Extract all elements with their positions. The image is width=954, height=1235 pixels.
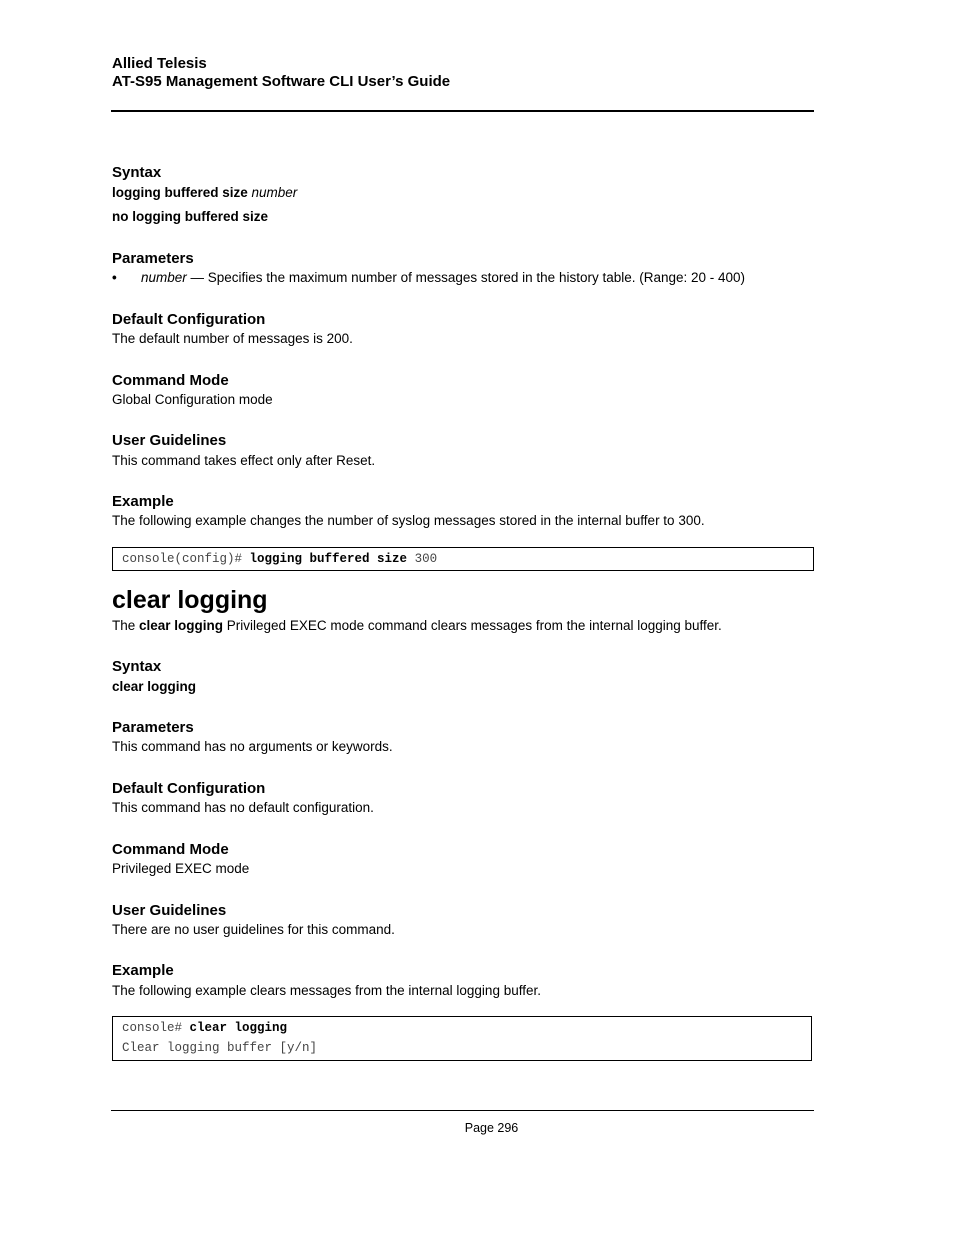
default-config-heading: Default Configuration bbox=[112, 311, 266, 328]
example-heading: Example bbox=[112, 493, 174, 510]
syntax-line-2: no logging buffered size bbox=[112, 209, 268, 224]
header-guide-title: AT-S95 Management Software CLI User’s Guide bbox=[112, 73, 451, 90]
footer-rule bbox=[111, 1110, 814, 1111]
parameter-description: — Specifies the maximum number of messages stored in the history table. (Range: 20 - 400) bbox=[186, 270, 746, 285]
command-mode-heading: Command Mode bbox=[112, 372, 229, 389]
syntax-command: logging buffered size bbox=[112, 185, 248, 200]
bullet-icon: • bbox=[112, 270, 117, 285]
default-config-text-2: This command has no default configuration. bbox=[112, 800, 374, 815]
intro-text bbox=[112, 617, 722, 635]
example-text: The following example changes the number of syslog messages stored in the internal buffer to 300. bbox=[112, 513, 705, 528]
default-config-text: The default number of messages is 200. bbox=[112, 331, 353, 346]
syntax-text-2: clear logging bbox=[112, 679, 197, 694]
code-block-2 bbox=[112, 1016, 812, 1061]
example-heading-2: Example bbox=[112, 962, 174, 979]
example-text-2: The following example clears messages from the internal logging buffer. bbox=[112, 983, 541, 998]
user-guidelines-heading-2: User Guidelines bbox=[112, 902, 227, 919]
intro-prefix: The bbox=[112, 618, 140, 633]
command-mode-text: Global Configuration mode bbox=[112, 392, 273, 407]
header-company: Allied Telesis bbox=[112, 55, 207, 72]
user-guidelines-heading: User Guidelines bbox=[112, 432, 227, 449]
code-line-2: Clear logging buffer [y/n] bbox=[122, 1041, 318, 1055]
code-command: logging buffered size bbox=[249, 552, 408, 566]
parameter-name: number bbox=[141, 270, 187, 285]
code-block bbox=[112, 547, 814, 571]
code-command-2: clear logging bbox=[189, 1021, 288, 1035]
section-title: clear logging bbox=[112, 586, 268, 614]
parameters-heading: Parameters bbox=[112, 250, 194, 267]
intro-suffix: Privileged EXEC mode command clears messages from the internal logging buffer. bbox=[223, 618, 722, 633]
code-line-1 bbox=[122, 1020, 287, 1036]
command-mode-heading-2: Command Mode bbox=[112, 841, 229, 858]
syntax-heading-2: Syntax bbox=[112, 658, 162, 675]
page-number: Page 296 bbox=[464, 1121, 519, 1135]
code-prompt-2: console# bbox=[122, 1021, 190, 1035]
syntax-argument: number bbox=[251, 185, 298, 200]
code-argument: 300 bbox=[407, 552, 438, 566]
syntax-line-1 bbox=[112, 184, 297, 202]
intro-command: clear logging bbox=[139, 618, 224, 633]
command-mode-text-2: Privileged EXEC mode bbox=[112, 861, 250, 876]
user-guidelines-text: This command takes effect only after Reset. bbox=[112, 453, 376, 468]
parameters-heading-2: Parameters bbox=[112, 719, 194, 736]
default-config-heading-2: Default Configuration bbox=[112, 780, 266, 797]
header-rule bbox=[111, 110, 814, 112]
code-line bbox=[122, 551, 437, 567]
parameter-item bbox=[141, 269, 745, 287]
parameters-text-2: This command has no arguments or keywords. bbox=[112, 739, 393, 754]
syntax-heading: Syntax bbox=[112, 164, 162, 181]
user-guidelines-text-2: There are no user guidelines for this command. bbox=[112, 922, 395, 937]
code-prompt: console(config)# bbox=[122, 552, 250, 566]
